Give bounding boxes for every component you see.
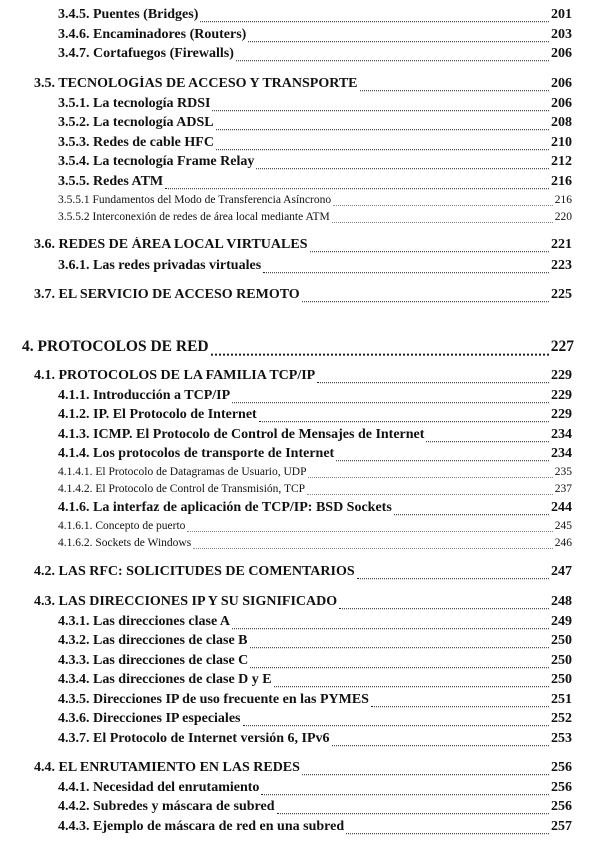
toc-entry bbox=[58, 653, 572, 669]
toc-entry-page: 229 bbox=[551, 388, 572, 403]
toc-entry bbox=[58, 483, 572, 495]
toc-entry-title: 4.3.2. Las direcciones de clase B bbox=[58, 633, 248, 648]
leader-dots bbox=[200, 11, 549, 22]
toc-entry-page: 234 bbox=[551, 446, 572, 461]
toc-entry-title: 3.4.5. Puentes (Bridges) bbox=[58, 7, 199, 22]
leader-dots bbox=[212, 100, 549, 111]
leader-dots bbox=[216, 119, 549, 130]
leader-dots bbox=[426, 431, 549, 442]
toc-entry bbox=[58, 633, 572, 649]
toc-entry bbox=[58, 711, 572, 727]
toc-entry-page: 248 bbox=[551, 594, 572, 609]
leader-dots bbox=[236, 50, 549, 61]
toc-entry-page: 234 bbox=[551, 427, 572, 442]
toc-entry bbox=[58, 427, 572, 443]
toc-entry bbox=[58, 692, 572, 708]
toc-entry bbox=[34, 564, 572, 580]
leader-dots bbox=[339, 598, 549, 609]
toc-entry bbox=[58, 446, 572, 462]
toc-entry bbox=[58, 799, 572, 815]
toc-entry bbox=[58, 135, 572, 151]
toc-entry-page: 212 bbox=[551, 154, 572, 169]
toc-entry-title: 4.3.6. Direcciones IP especiales bbox=[58, 711, 241, 726]
toc-entry-title: 3.4.7. Cortafuegos (Firewalls) bbox=[58, 46, 234, 61]
toc-entry-page: 247 bbox=[551, 564, 572, 579]
toc-entry-title: 3.4.6. Encaminadores (Routers) bbox=[58, 27, 247, 42]
toc-entry-title: 4.1.4.2. El Protocolo de Control de Transmisión, TCP bbox=[58, 483, 306, 495]
toc-entry bbox=[58, 520, 572, 532]
toc-entry-page: 208 bbox=[551, 115, 572, 130]
toc-entry-title: 4.1.3. ICMP. El Protocolo de Control de Mensajes de Internet bbox=[58, 427, 425, 442]
toc-entry bbox=[58, 27, 572, 43]
toc-entry-page: 256 bbox=[551, 780, 572, 795]
leader-dots bbox=[211, 343, 549, 356]
leader-dots bbox=[277, 803, 549, 814]
toc-entry-page: 256 bbox=[551, 799, 572, 814]
toc-entry-title: 4.1.6.2. Sockets de Windows bbox=[58, 537, 192, 549]
leader-dots bbox=[302, 764, 549, 775]
toc-entry bbox=[58, 672, 572, 688]
toc-entry-page: 256 bbox=[551, 760, 572, 775]
toc-entry-page: 203 bbox=[551, 27, 572, 42]
leader-dots bbox=[165, 178, 549, 189]
toc-entry-title: 4.3.4. Las direcciones de clase D y E bbox=[58, 672, 272, 687]
leader-dots bbox=[357, 568, 549, 579]
leader-dots bbox=[317, 372, 549, 383]
leader-dots bbox=[232, 618, 549, 629]
toc-entry bbox=[58, 46, 572, 62]
leader-dots bbox=[261, 784, 549, 795]
leader-dots bbox=[263, 262, 549, 273]
toc-entry bbox=[58, 194, 572, 206]
toc-entry-page: 237 bbox=[554, 483, 572, 495]
toc-entry bbox=[58, 500, 572, 516]
toc-entry-page: 210 bbox=[551, 135, 572, 150]
toc-entry-page: 223 bbox=[551, 258, 572, 273]
toc-entry bbox=[58, 258, 572, 274]
toc-entry bbox=[34, 594, 572, 610]
toc-entry bbox=[58, 7, 572, 23]
toc-entry-title: 4.4.3. Ejemplo de máscara de red en una subred bbox=[58, 819, 345, 834]
toc-entry-page: 245 bbox=[554, 520, 572, 532]
toc-entry bbox=[34, 760, 572, 776]
leader-dots bbox=[187, 523, 552, 532]
toc-entry-title: 4.4. EL ENRUTAMIENTO EN LAS REDES bbox=[34, 760, 300, 775]
toc-entry bbox=[58, 211, 572, 223]
toc-entry bbox=[58, 731, 572, 747]
toc-entry bbox=[58, 407, 572, 423]
toc-entry bbox=[58, 96, 572, 112]
toc-entry-title: 3.5.5.2 Interconexión de redes de área local mediante ATM bbox=[58, 211, 330, 223]
toc-entry-title: 4.2. LAS RFC: SOLICITUDES DE COMENTARIOS bbox=[34, 564, 355, 579]
toc-entry-page: 216 bbox=[551, 174, 572, 189]
toc-entry bbox=[34, 368, 572, 384]
leader-dots bbox=[332, 735, 549, 746]
toc-entry-title: 4.1.2. IP. El Protocolo de Internet bbox=[58, 407, 257, 422]
toc-entry bbox=[22, 338, 574, 356]
leader-dots bbox=[193, 540, 553, 549]
toc-entry-title: 4.3.5. Direcciones IP de uso frecuente en las PYMES bbox=[58, 692, 369, 707]
toc-entry-title: 3.5.3. Redes de cable HFC bbox=[58, 135, 214, 150]
toc-entry-title: 4.4.1. Necesidad del enrutamiento bbox=[58, 780, 260, 795]
toc-entry bbox=[58, 614, 572, 630]
toc-entry-page: 206 bbox=[551, 96, 572, 111]
toc-entry-title: 4. PROTOCOLOS DE RED bbox=[22, 338, 209, 355]
toc-entry-page: 229 bbox=[551, 407, 572, 422]
toc-entry-title: 3.5.4. La tecnología Frame Relay bbox=[58, 154, 255, 169]
leader-dots bbox=[371, 696, 549, 707]
leader-dots bbox=[274, 676, 549, 687]
toc-entry-title: 3.6. REDES DE ÁREA LOCAL VIRTUALES bbox=[34, 237, 308, 252]
toc-entry-page: 206 bbox=[551, 76, 572, 91]
toc-entry-page: 201 bbox=[551, 7, 572, 22]
leader-dots bbox=[360, 80, 549, 91]
toc-entry-page: 252 bbox=[551, 711, 572, 726]
leader-dots bbox=[232, 392, 549, 403]
toc-entry bbox=[34, 237, 572, 253]
toc-entry-page: 246 bbox=[554, 537, 572, 549]
toc-entry-page: 229 bbox=[551, 368, 572, 383]
leader-dots bbox=[307, 486, 553, 495]
toc-entry bbox=[58, 388, 572, 404]
leader-dots bbox=[256, 158, 549, 169]
leader-dots bbox=[333, 197, 553, 206]
leader-dots bbox=[259, 411, 549, 422]
toc-entry-title: 3.5.1. La tecnología RDSI bbox=[58, 96, 211, 111]
toc-entry-title: 4.3. LAS DIRECCIONES IP Y SU SIGNIFICADO bbox=[34, 594, 338, 609]
toc-entry bbox=[58, 537, 572, 549]
toc-entry-title: 4.3.7. El Protocolo de Internet versión 6, IPv6 bbox=[58, 731, 330, 746]
toc-entry-page: 257 bbox=[551, 819, 572, 834]
toc-entry-title: 3.5.5. Redes ATM bbox=[58, 174, 164, 189]
leader-dots bbox=[310, 241, 550, 252]
leader-dots bbox=[336, 450, 549, 461]
toc-entry-page: 220 bbox=[554, 211, 572, 223]
toc-entry-page: 225 bbox=[551, 287, 572, 302]
toc-entry-page: 253 bbox=[551, 731, 572, 746]
toc-entry-title: 3.5. TECNOLOGÍAS DE ACCESO Y TRANSPORTE bbox=[34, 76, 358, 91]
toc-entry-title: 3.5.2. La tecnología ADSL bbox=[58, 115, 214, 130]
toc-entry-page: 244 bbox=[551, 500, 572, 515]
toc-entry-title: 4.4.2. Subredes y máscara de subred bbox=[58, 799, 275, 814]
toc-entry bbox=[58, 819, 572, 835]
leader-dots bbox=[394, 504, 549, 515]
toc-entry-title: 4.1.6.1. Concepto de puerto bbox=[58, 520, 186, 532]
toc-entry-title: 4.1. PROTOCOLOS DE LA FAMILIA TCP/IP bbox=[34, 368, 316, 383]
toc-entry bbox=[58, 174, 572, 190]
toc-entry-page: 249 bbox=[551, 614, 572, 629]
toc-entry-title: 4.1.4.1. El Protocolo de Datagramas de Usuario, UDP bbox=[58, 466, 307, 478]
toc-entry-title: 4.3.3. Las direcciones de clase C bbox=[58, 653, 249, 668]
leader-dots bbox=[308, 469, 552, 478]
leader-dots bbox=[346, 823, 549, 834]
toc-entry bbox=[58, 154, 572, 170]
leader-dots bbox=[250, 657, 549, 668]
toc-entry-title: 3.7. EL SERVICIO DE ACCESO REMOTO bbox=[34, 287, 300, 302]
toc-entry bbox=[34, 76, 572, 92]
toc-entry-page: 251 bbox=[551, 692, 572, 707]
leader-dots bbox=[216, 139, 549, 150]
leader-dots bbox=[302, 291, 549, 302]
toc-entry bbox=[58, 115, 572, 131]
toc-entry-page: 235 bbox=[554, 466, 572, 478]
toc-entry-page: 227 bbox=[550, 338, 574, 355]
toc-entry-title: 4.1.4. Los protocolos de transporte de Internet bbox=[58, 446, 335, 461]
toc-entry-title: 4.1.6. La interfaz de aplicación de TCP/IP: BSD Sockets bbox=[58, 500, 392, 515]
toc-entry bbox=[58, 780, 572, 796]
leader-dots bbox=[248, 31, 549, 42]
toc-entry-title: 4.3.1. Las direcciones clase A bbox=[58, 614, 231, 629]
toc-entry-title: 3.5.5.1 Fundamentos del Modo de Transferencia Asíncrono bbox=[58, 194, 332, 206]
toc-entry-page: 221 bbox=[551, 237, 572, 252]
toc-entry-page: 250 bbox=[551, 672, 572, 687]
toc-entry-page: 206 bbox=[551, 46, 572, 61]
leader-dots bbox=[250, 637, 549, 648]
toc-entry-title: 3.6.1. Las redes privadas virtuales bbox=[58, 258, 262, 273]
toc-entry-page: 250 bbox=[551, 653, 572, 668]
leader-dots bbox=[243, 715, 550, 726]
toc-entry-page: 250 bbox=[551, 633, 572, 648]
toc-entry-page: 216 bbox=[554, 194, 572, 206]
toc-entry bbox=[34, 287, 572, 303]
toc-entry bbox=[58, 466, 572, 478]
toc-entry-title: 4.1.1. Introducción a TCP/IP bbox=[58, 388, 231, 403]
leader-dots bbox=[332, 214, 553, 223]
